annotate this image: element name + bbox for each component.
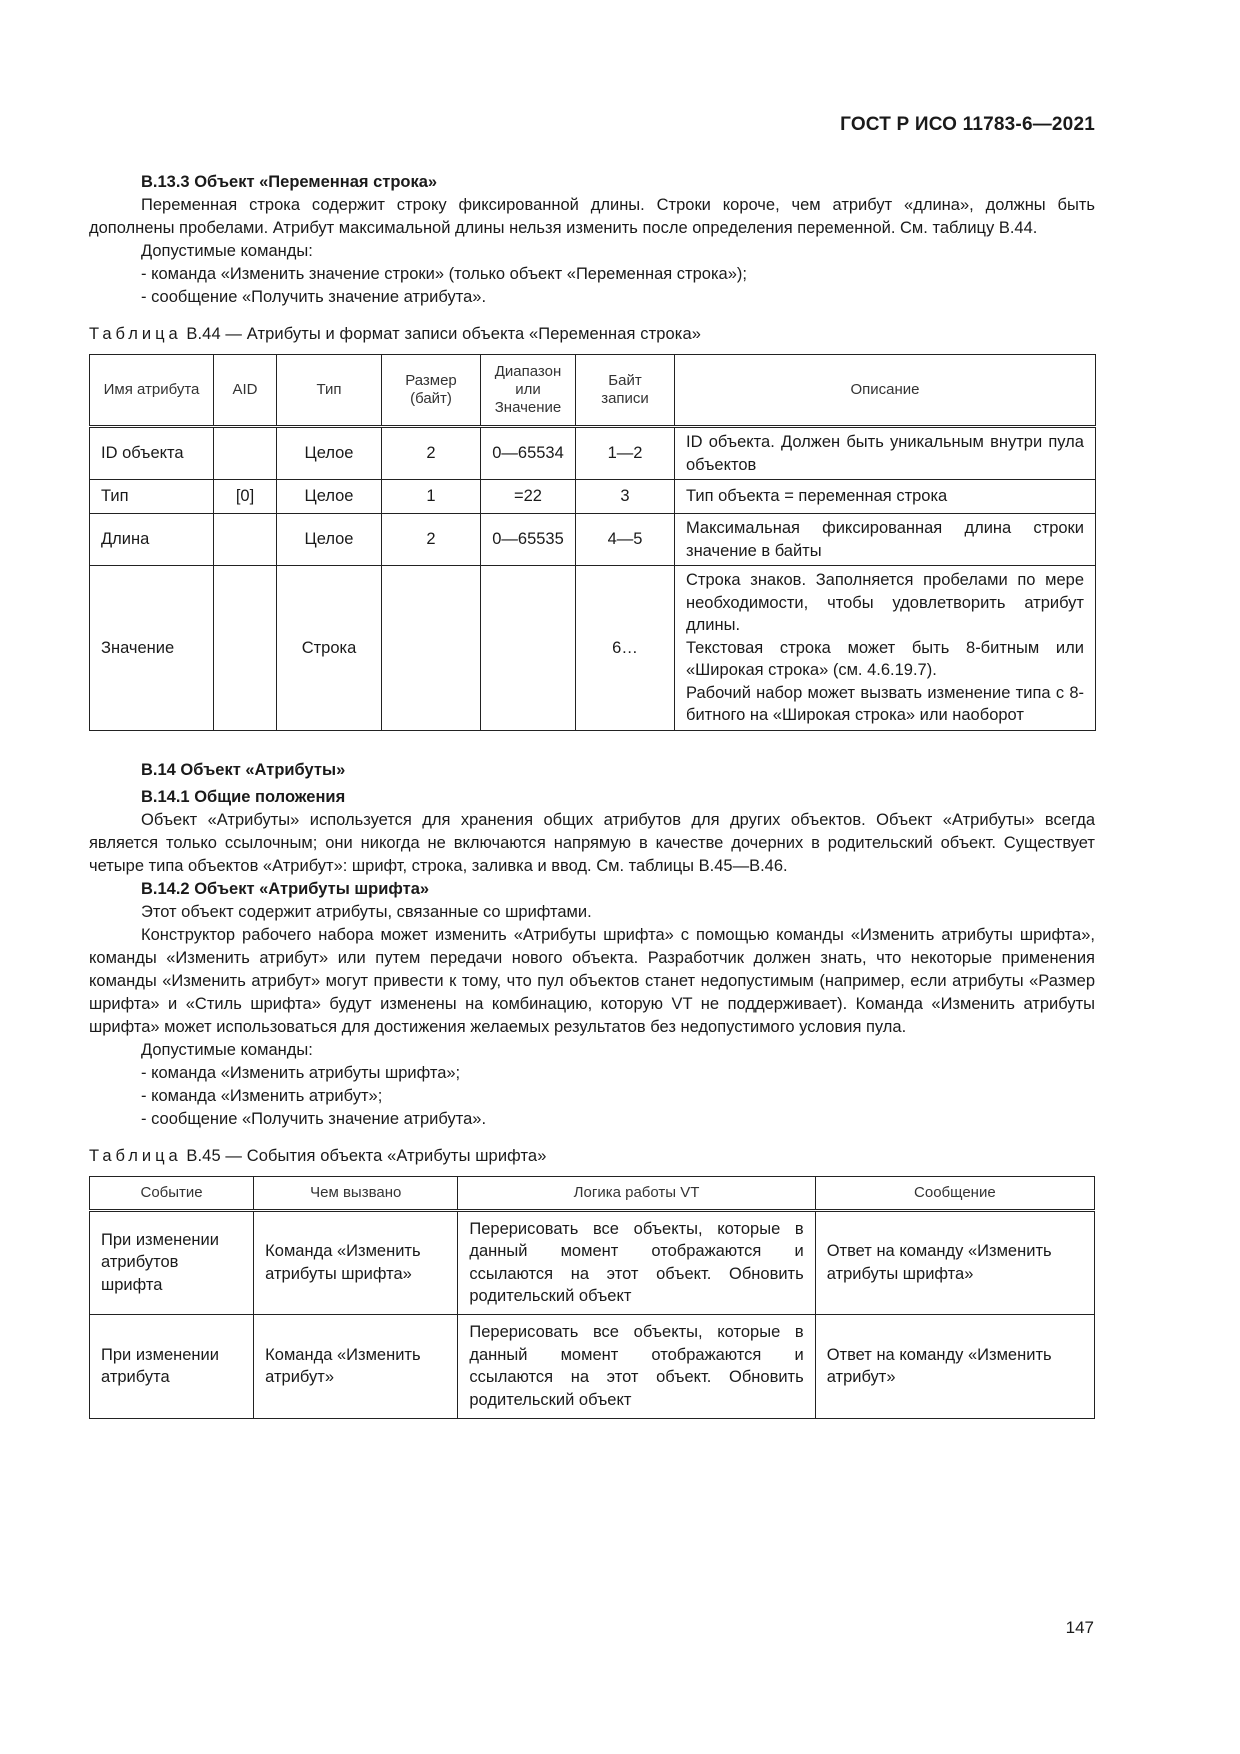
column-header: Сообщение [815,1176,1094,1210]
table-cell [382,566,481,731]
page-content [89,171,1095,1419]
section-title-b13-3: B.13.3 Объект «Переменная строка» [141,173,438,191]
paragraph: Этот объект содержит атрибуты, связанные со шрифтами. [141,902,592,921]
table-row [90,480,1096,514]
list-item: - сообщение «Получить значение атрибута». [141,1108,1095,1131]
section-title-b14-1: B.14.1 Общие положения [141,787,346,806]
table-cell: Строка знаков. Заполняется пробелами по мере необходимости, чтобы удовлетворить атрибут длины. Текстовая строка может быть 8-битным или «Широкая строка» (см. 4.6.19.7). Рабочий набор может вызвать изменение типа с 8-битного на «Широкая строка» или наоборот [675,566,1096,731]
column-header: Размер (байт) [382,355,481,427]
table-cell: Длина [90,514,214,566]
table-cell: 3 [576,480,675,514]
column-header: Логика работы VT [458,1176,815,1210]
table-header-row [90,1176,1095,1210]
table-cell: Ответ на команду «Изменить атрибуты шрифта» [815,1210,1094,1314]
table-cell: 6… [576,566,675,731]
table-caption-b45 [89,1145,1095,1168]
table-cell: При изменении атрибутов шрифта [90,1210,254,1314]
caption-prefix: Таблица [89,1146,182,1165]
list-item: - команда «Изменить атрибуты шрифта»; [141,1062,1095,1085]
table-cell: Максимальная фиксированная длина строки значение в байты [675,514,1096,566]
paragraph: Объект «Атрибуты» используется для хранения общих атрибутов для других объектов. Объект «Атрибуты» всегда является только ссылочным; они никогда не включаются напрямую в качестве дочерних в родительский объект. Существует четыре типа объектов «Атрибут»: шрифт, строка, заливка и ввод. См. таблицы B.45—B.46. [89,810,1095,875]
table-row [90,514,1096,566]
paragraph: Конструктор рабочего набора может изменить «Атрибуты шрифта» с помощью команды «Изменить атрибуты шрифта», команды «Изменить атрибут» или путем передачи нового объекта. Разработчик должен знать, что некоторые применения команды «Изменить атрибут» могут привести к тому, что пул объектов станет недопустимым (например, если атрибуты «Размер шрифта» и «Стиль шрифта» будут изменены на комбинацию, которую VT не поддерживает). Команда «Изменить атрибуты шрифта» может использоваться для достижения желаемых результатов без недопустимого условия пула. [89,925,1095,1036]
table-row [90,566,1096,731]
column-header: Событие [90,1176,254,1210]
commands-intro: Допустимые команды: [141,242,313,260]
table-cell: Команда «Изменить атрибуты шрифта» [254,1210,458,1314]
list-item: - команда «Изменить значение строки» (только объект «Переменная строка»); [141,263,1095,286]
commands-intro: Допустимые команды: [141,1040,313,1059]
paragraph: Переменная строка содержит строку фиксированной длины. Строки короче, чем атрибут «длина», должны быть дополнены пробелами. Атрибут максимальной длины нельзя изменить после определения переменной. См. таблицу B.44. [89,196,1095,237]
table-cell: 4—5 [576,514,675,566]
table-cell: 2 [382,427,481,480]
section-title-b14-2: B.14.2 Объект «Атрибуты шрифта» [141,879,430,898]
table-cell: Перерисовать все объекты, которые в данный момент отображаются и ссылаются на этот объект. Обновить родительский объект [458,1314,815,1418]
table-cell: Целое [277,427,382,480]
page-number: 147 [1065,1618,1094,1637]
table-cell [214,427,277,480]
table-cell [481,566,576,731]
table-cell: [0] [214,480,277,514]
table-row [90,1210,1095,1314]
table-row [90,427,1096,480]
table-cell: =22 [481,480,576,514]
table-cell [214,514,277,566]
table-cell: ID объекта [90,427,214,480]
list-item: - сообщение «Получить значение атрибута». [141,286,1095,309]
table-cell: Команда «Изменить атрибут» [254,1314,458,1418]
table-cell: Тип объекта = переменная строка [675,480,1096,514]
table-cell: Ответ на команду «Изменить атрибут» [815,1314,1094,1418]
column-header: Чем вызвано [254,1176,458,1210]
table-cell: 1 [382,480,481,514]
table-cell: Значение [90,566,214,731]
table-header-row [90,355,1096,427]
table-b45 [89,1176,1095,1419]
table-cell: 0—65534 [481,427,576,480]
column-header: AID [214,355,277,427]
column-header: Описание [675,355,1096,427]
table-row [90,1314,1095,1418]
table-caption-b44 [89,323,1095,346]
caption-text: B.45 — События объекта «Атрибуты шрифта» [181,1146,547,1165]
table-cell: Целое [277,514,382,566]
column-header: Имя атрибута [90,355,214,427]
table-cell [214,566,277,731]
list-item: - команда «Изменить атрибут»; [141,1085,1095,1108]
table-cell: 2 [382,514,481,566]
table-cell: Перерисовать все объекты, которые в данный момент отображаются и ссылаются на этот объект. Обновить родительский объект [458,1210,815,1314]
table-cell: Строка [277,566,382,731]
column-header: Тип [277,355,382,427]
section-title-b14: B.14 Объект «Атрибуты» [141,760,346,779]
table-cell: 1—2 [576,427,675,480]
table-cell: Целое [277,480,382,514]
column-header: Байт записи [576,355,675,427]
document-number: ГОСТ Р ИСО 11783-6—2021 [840,114,1095,135]
table-cell: При изменении атрибута [90,1314,254,1418]
table-b44 [89,354,1096,731]
table-cell: 0—65535 [481,514,576,566]
caption-text: B.44 — Атрибуты и формат записи объекта «Переменная строка» [181,325,702,343]
table-cell: ID объекта. Должен быть уникальным внутри пула объектов [675,427,1096,480]
column-header: Диапазон или Значение [481,355,576,427]
caption-prefix: Таблица [89,325,182,343]
table-cell: Тип [90,480,214,514]
